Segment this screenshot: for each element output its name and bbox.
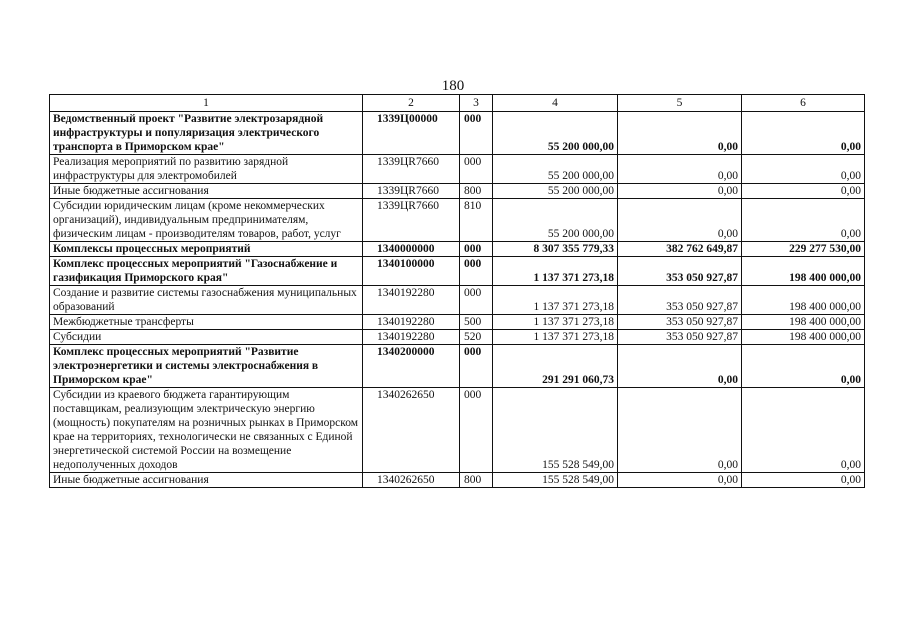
table-row [50,199,865,242]
amount-year-2: 0,00 [618,155,742,184]
amount-year-3: 198 400 000,00 [742,315,865,330]
amount-year-2: 353 050 927,87 [618,330,742,345]
expense-type-code: 520 [460,330,493,345]
expense-type-code: 000 [460,388,493,473]
target-article-code: 1340192280 [363,315,460,330]
target-article-code: 1340200000 [363,345,460,388]
row-name: Комплекс процессных мероприятий "Развитие электроэнергетики и системы электроснабжения в Приморском крае" [50,345,363,388]
column-header: 1 [50,95,363,112]
row-name: Иные бюджетные ассигнования [50,473,363,488]
target-article-code: 1339ЦR7660 [363,155,460,184]
table-row [50,330,865,345]
row-name: Субсидии юридическим лицам (кроме некоммерческих организаций), индивидуальным предпринимателям, физическим лицам - производителям товаров, работ, услуг [50,199,363,242]
row-name: Создание и развитие системы газоснабжения муниципальных образований [50,286,363,315]
row-name: Ведомственный проект "Развитие электрозарядной инфраструктуры и популяризация электрического транспорта в Приморском крае" [50,112,363,155]
target-article-code: 1340262650 [363,388,460,473]
row-name: Комплексы процессных мероприятий [50,242,363,257]
amount-year-2: 0,00 [618,184,742,199]
target-article-code: 1340192280 [363,330,460,345]
amount-year-2: 0,00 [618,199,742,242]
amount-year-3: 0,00 [742,199,865,242]
target-article-code: 1340000000 [363,242,460,257]
column-header: 3 [460,95,493,112]
amount-year-1: 1 137 371 273,18 [493,286,618,315]
table-row [50,345,865,388]
amount-year-2: 0,00 [618,388,742,473]
column-header: 2 [363,95,460,112]
amount-year-1: 1 137 371 273,18 [493,330,618,345]
amount-year-3: 0,00 [742,388,865,473]
amount-year-1: 155 528 549,00 [493,473,618,488]
budget-table [49,94,865,488]
amount-year-2: 0,00 [618,345,742,388]
amount-year-1: 155 528 549,00 [493,388,618,473]
table-row [50,388,865,473]
table-row [50,473,865,488]
target-article-code: 1339Ц00000 [363,112,460,155]
row-name: Субсидии [50,330,363,345]
amount-year-3: 198 400 000,00 [742,286,865,315]
amount-year-2: 382 762 649,87 [618,242,742,257]
expense-type-code: 500 [460,315,493,330]
amount-year-1: 1 137 371 273,18 [493,257,618,286]
amount-year-3: 229 277 530,00 [742,242,865,257]
amount-year-1: 8 307 355 779,33 [493,242,618,257]
amount-year-1: 55 200 000,00 [493,112,618,155]
table-row [50,184,865,199]
amount-year-1: 1 137 371 273,18 [493,315,618,330]
amount-year-2: 0,00 [618,473,742,488]
row-name: Субсидии из краевого бюджета гарантирующим поставщикам, реализующим электрическую энергию (мощность) покупателям на розничных рынках в Приморском крае на территориях, технологически не связанных с Единой энергетической системой России на возмещение недополученных доходов [50,388,363,473]
expense-type-code: 000 [460,345,493,388]
amount-year-3: 0,00 [742,345,865,388]
expense-type-code: 800 [460,473,493,488]
row-name: Реализация мероприятий по развитию зарядной инфраструктуры для электромобилей [50,155,363,184]
amount-year-1: 55 200 000,00 [493,184,618,199]
amount-year-2: 353 050 927,87 [618,257,742,286]
expense-type-code: 000 [460,257,493,286]
expense-type-code: 800 [460,184,493,199]
expense-type-code: 000 [460,286,493,315]
amount-year-1: 55 200 000,00 [493,199,618,242]
row-name: Межбюджетные трансферты [50,315,363,330]
table-header-row [50,95,865,112]
target-article-code: 1340262650 [363,473,460,488]
table-row [50,112,865,155]
amount-year-1: 55 200 000,00 [493,155,618,184]
amount-year-3: 0,00 [742,184,865,199]
amount-year-1: 291 291 060,73 [493,345,618,388]
amount-year-2: 353 050 927,87 [618,286,742,315]
table-row [50,155,865,184]
column-header: 4 [493,95,618,112]
column-header: 5 [618,95,742,112]
target-article-code: 1340100000 [363,257,460,286]
amount-year-3: 0,00 [742,112,865,155]
target-article-code: 1339ЦR7660 [363,184,460,199]
column-header: 6 [742,95,865,112]
table-body [50,112,865,488]
amount-year-3: 0,00 [742,473,865,488]
table-row [50,315,865,330]
table-row [50,286,865,315]
amount-year-2: 353 050 927,87 [618,315,742,330]
amount-year-3: 198 400 000,00 [742,330,865,345]
expense-type-code: 000 [460,242,493,257]
expense-type-code: 810 [460,199,493,242]
target-article-code: 1339ЦR7660 [363,199,460,242]
row-name: Иные бюджетные ассигнования [50,184,363,199]
expense-type-code: 000 [460,155,493,184]
amount-year-3: 198 400 000,00 [742,257,865,286]
amount-year-2: 0,00 [618,112,742,155]
table-row [50,257,865,286]
amount-year-3: 0,00 [742,155,865,184]
expense-type-code: 000 [460,112,493,155]
table-row [50,242,865,257]
row-name: Комплекс процессных мероприятий "Газоснабжение и газификация Приморского края" [50,257,363,286]
target-article-code: 1340192280 [363,286,460,315]
page-number: 180 [441,78,465,94]
